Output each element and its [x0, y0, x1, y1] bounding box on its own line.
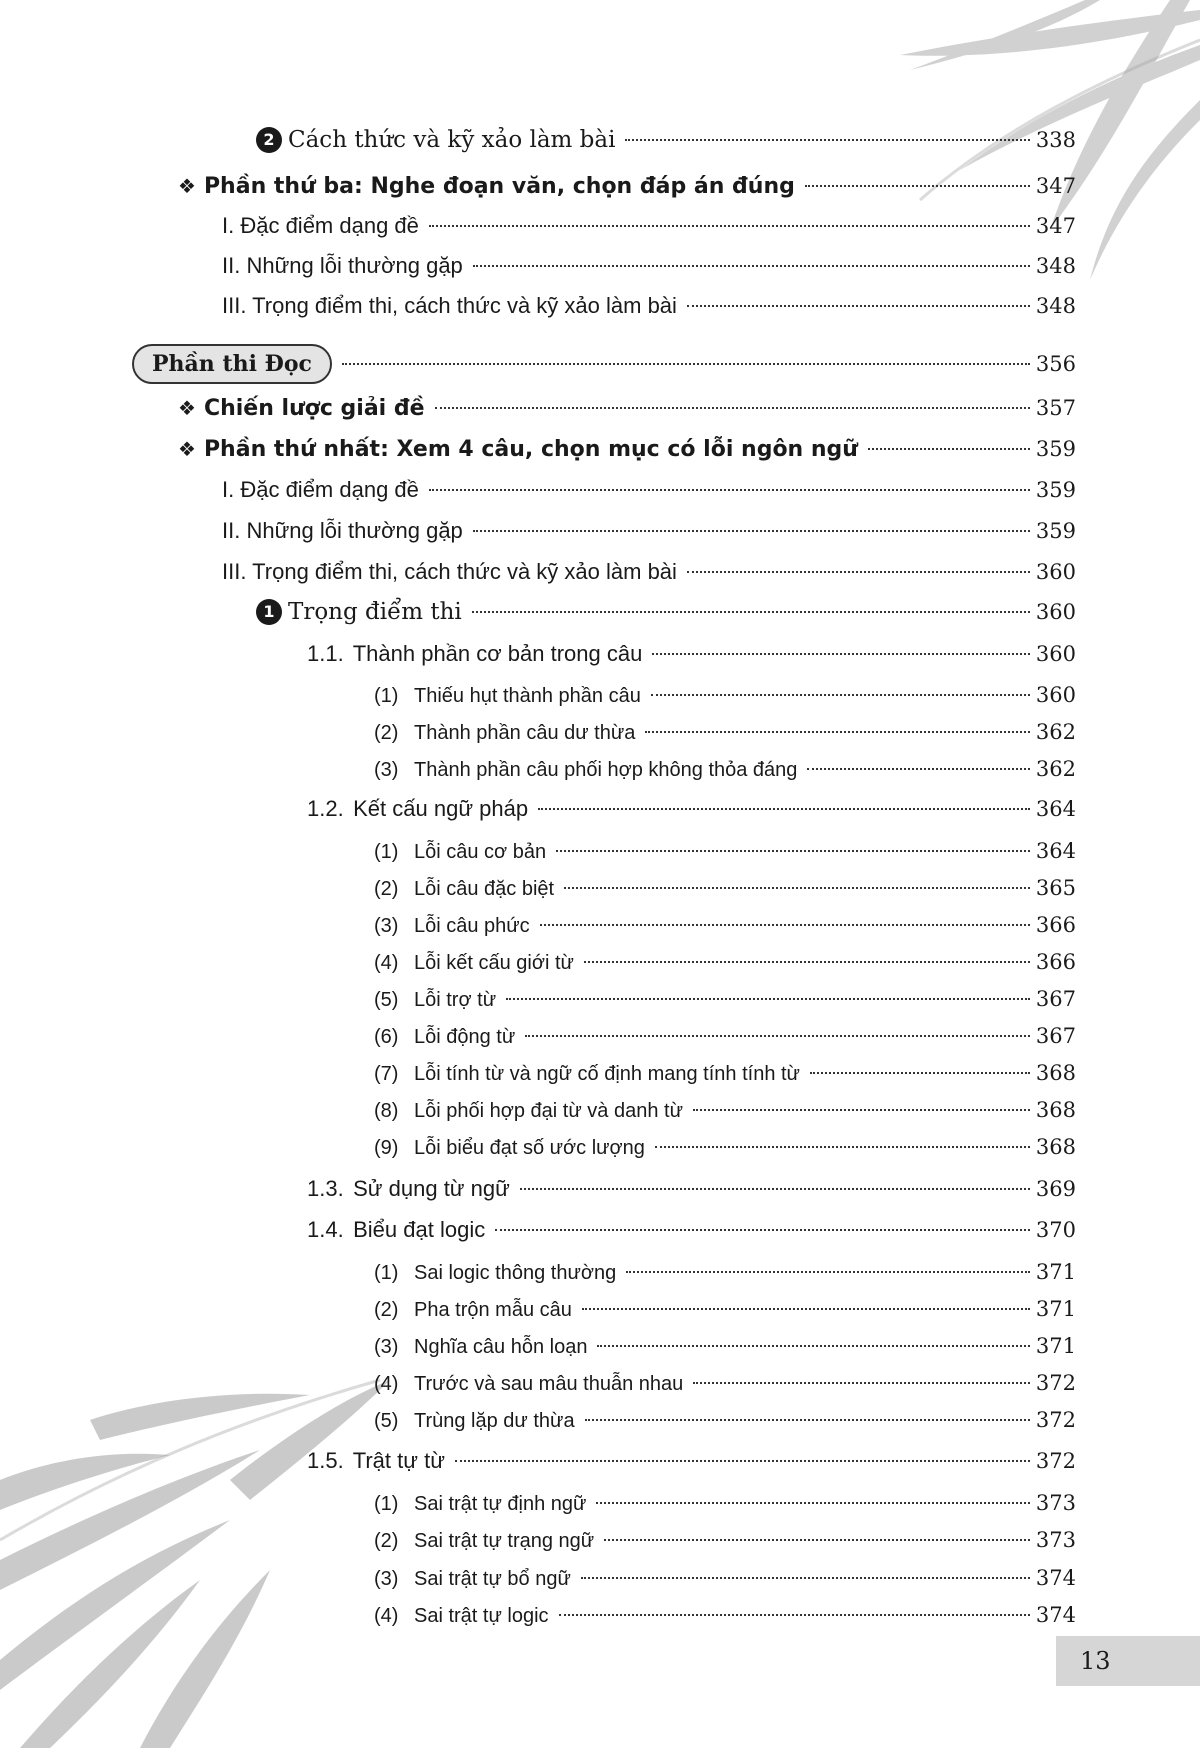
page-number: 366 [1035, 913, 1076, 937]
toc-entry[interactable]: (1) Sai logic thông thường 371 [374, 1257, 1076, 1288]
diamond-bullet-icon: ❖ [178, 174, 196, 198]
leader-dots [473, 265, 1030, 267]
page-number: 369 [1035, 1177, 1076, 1201]
leader-dots [652, 653, 1030, 655]
toc-entry[interactable]: III. Trọng điểm thi, cách thức và kỹ xảo làm bài 348 [222, 291, 1076, 321]
leader-dots [455, 1460, 1030, 1462]
toc-entry[interactable]: (6) Lỗi động từ 367 [374, 1021, 1076, 1052]
toc-entry[interactable]: (8) Lỗi phối hợp đại từ và danh từ 368 [374, 1095, 1076, 1126]
page-number: 348 [1035, 254, 1076, 278]
toc-entry[interactable]: II. Những lỗi thường gặp 359 [222, 516, 1076, 546]
toc-entry[interactable]: III. Trọng điểm thi, cách thức và kỹ xảo làm bài 360 [222, 557, 1076, 587]
leader-dots [429, 225, 1030, 227]
leader-dots [626, 1271, 1030, 1273]
toc-entry[interactable]: 1.3. Sử dụng từ ngữ 369 [307, 1174, 1076, 1204]
page-number: 347 [1035, 174, 1076, 198]
page-number: 364 [1035, 797, 1076, 821]
page-number: 360 [1035, 683, 1076, 707]
toc-entry[interactable]: (4) Sai trật tự logic 374 [374, 1600, 1076, 1631]
page-number: 373 [1035, 1491, 1076, 1515]
toc-entry[interactable]: (9) Lỗi biểu đạt số ước lượng 368 [374, 1132, 1076, 1163]
leader-dots [429, 489, 1030, 491]
page-number: 360 [1035, 560, 1076, 584]
leader-dots [693, 1382, 1030, 1384]
toc-entry[interactable]: (3) Sai trật tự bổ ngữ 374 [374, 1563, 1076, 1594]
page-number: 357 [1035, 396, 1076, 420]
leader-dots [596, 1502, 1029, 1504]
page-number: 360 [1035, 600, 1076, 624]
page-number: 348 [1035, 294, 1076, 318]
toc-entry[interactable]: ❖ Chiến lược giải đề 357 [178, 393, 1076, 424]
leader-dots [525, 1035, 1030, 1037]
page-number: 368 [1035, 1135, 1076, 1159]
leader-dots [435, 407, 1030, 409]
toc-entry[interactable]: 1 Trọng điểm thi 360 [256, 597, 1076, 627]
toc-entry[interactable]: (2) Sai trật tự trạng ngữ 373 [374, 1525, 1076, 1556]
toc-entry[interactable]: (1) Lỗi câu cơ bản 364 [374, 836, 1076, 867]
page-number: 366 [1035, 950, 1076, 974]
toc-entry[interactable]: (2) Lỗi câu đặc biệt 365 [374, 873, 1076, 904]
toc-entry[interactable]: (5) Lỗi trợ từ 367 [374, 984, 1076, 1015]
toc-entry[interactable]: (3) Lỗi câu phức 366 [374, 910, 1076, 941]
leader-dots [564, 887, 1030, 889]
page-number: 347 [1035, 214, 1076, 238]
toc-entry[interactable]: (5) Trùng lặp dư thừa 372 [374, 1405, 1076, 1436]
leader-dots [807, 768, 1029, 770]
toc-entry[interactable]: ❖ Phần thứ ba: Nghe đoạn văn, chọn đáp án đúng 347 [178, 171, 1076, 202]
toc-entry[interactable]: 1.4. Biểu đạt logic 370 [307, 1215, 1076, 1245]
leader-dots [342, 363, 1030, 365]
leader-dots [581, 1577, 1030, 1579]
page-number: 368 [1035, 1061, 1076, 1085]
toc-entry[interactable]: 1.1. Thành phần cơ bản trong câu 360 [307, 639, 1076, 669]
leader-dots [645, 731, 1030, 733]
page-number: 371 [1035, 1334, 1076, 1358]
toc-entry[interactable]: (1) Thiếu hụt thành phần câu 360 [374, 680, 1076, 711]
toc-section-entry[interactable] [132, 344, 1076, 384]
leader-dots [538, 808, 1030, 810]
toc-entry[interactable]: I. Đặc điểm dạng đề 359 [222, 475, 1076, 505]
leader-dots [687, 305, 1030, 307]
leader-dots [655, 1146, 1030, 1148]
leader-dots [556, 850, 1030, 852]
toc-entry[interactable]: (3) Nghĩa câu hỗn loạn 371 [374, 1331, 1076, 1362]
diamond-bullet-icon: ❖ [178, 396, 196, 420]
leader-dots [693, 1109, 1030, 1111]
leader-dots [868, 448, 1030, 450]
toc-entry[interactable]: (1) Sai trật tự định ngữ 373 [374, 1488, 1076, 1519]
page-number-tab: 13 [1056, 1636, 1200, 1686]
page-number: 372 [1035, 1371, 1076, 1395]
page-number: 368 [1035, 1098, 1076, 1122]
page-number: 374 [1035, 1566, 1076, 1590]
page-number: 370 [1035, 1218, 1076, 1242]
page-number: 374 [1035, 1603, 1076, 1627]
page-number: 364 [1035, 839, 1076, 863]
leader-dots [604, 1539, 1030, 1541]
page-number: 373 [1035, 1528, 1076, 1552]
page-number: 359 [1035, 478, 1076, 502]
page-number: 356 [1035, 352, 1076, 376]
page-number: 371 [1035, 1297, 1076, 1321]
toc-entry[interactable]: II. Những lỗi thường gặp 348 [222, 251, 1076, 281]
toc-entry[interactable]: 1.5. Trật tự từ 372 [307, 1446, 1076, 1476]
toc-entry[interactable]: (4) Lỗi kết cấu giới từ 366 [374, 947, 1076, 978]
page-number: 360 [1035, 642, 1076, 666]
toc-entry[interactable]: (3) Thành phần câu phối hợp không thỏa đáng 362 [374, 754, 1076, 785]
leader-dots [597, 1345, 1029, 1347]
page-number: 371 [1035, 1260, 1076, 1284]
toc-entry[interactable]: I. Đặc điểm dạng đề 347 [222, 211, 1076, 241]
page-number: 372 [1035, 1408, 1076, 1432]
leader-dots [540, 924, 1030, 926]
number-bullet-icon: 2 [256, 127, 282, 153]
page-number: 365 [1035, 876, 1076, 900]
toc-entry[interactable]: (2) Pha trộn mẫu câu 371 [374, 1294, 1076, 1325]
toc-entry[interactable]: 1.2. Kết cấu ngữ pháp 364 [307, 794, 1076, 824]
page-number: 359 [1035, 519, 1076, 543]
page-number: 367 [1035, 1024, 1076, 1048]
section-label: Phần thi Đọc [132, 344, 332, 384]
page-number: 362 [1035, 720, 1076, 744]
toc-entry[interactable]: (7) Lỗi tính từ và ngữ cố định mang tính tính từ 368 [374, 1058, 1076, 1089]
leader-dots [506, 998, 1030, 1000]
leader-dots [582, 1308, 1030, 1310]
leader-dots [472, 611, 1030, 613]
toc-entry[interactable]: (4) Trước và sau mâu thuẫn nhau 372 [374, 1368, 1076, 1399]
toc-entry[interactable]: (2) Thành phần câu dư thừa 362 [374, 717, 1076, 748]
leader-dots [651, 694, 1030, 696]
leader-dots [625, 139, 1029, 141]
leader-dots [805, 185, 1030, 187]
page-number: 362 [1035, 757, 1076, 781]
diamond-bullet-icon: ❖ [178, 437, 196, 461]
leader-dots [687, 571, 1030, 573]
leader-dots [495, 1229, 1030, 1231]
leader-dots [585, 1419, 1030, 1421]
leader-dots [520, 1188, 1030, 1190]
leader-dots [559, 1614, 1030, 1616]
toc-entry[interactable]: 2 Cách thức và kỹ xảo làm bài 338 [256, 125, 1076, 155]
page-number: 372 [1035, 1449, 1076, 1473]
leader-dots [473, 530, 1030, 532]
number-bullet-icon: 1 [256, 599, 282, 625]
leader-dots [810, 1072, 1030, 1074]
page-number: 338 [1035, 128, 1076, 152]
page-number: 359 [1035, 437, 1076, 461]
toc-entry[interactable]: ❖ Phần thứ nhất: Xem 4 câu, chọn mục có lỗi ngôn ngữ 359 [178, 434, 1076, 465]
page-number: 367 [1035, 987, 1076, 1011]
leader-dots [584, 961, 1030, 963]
